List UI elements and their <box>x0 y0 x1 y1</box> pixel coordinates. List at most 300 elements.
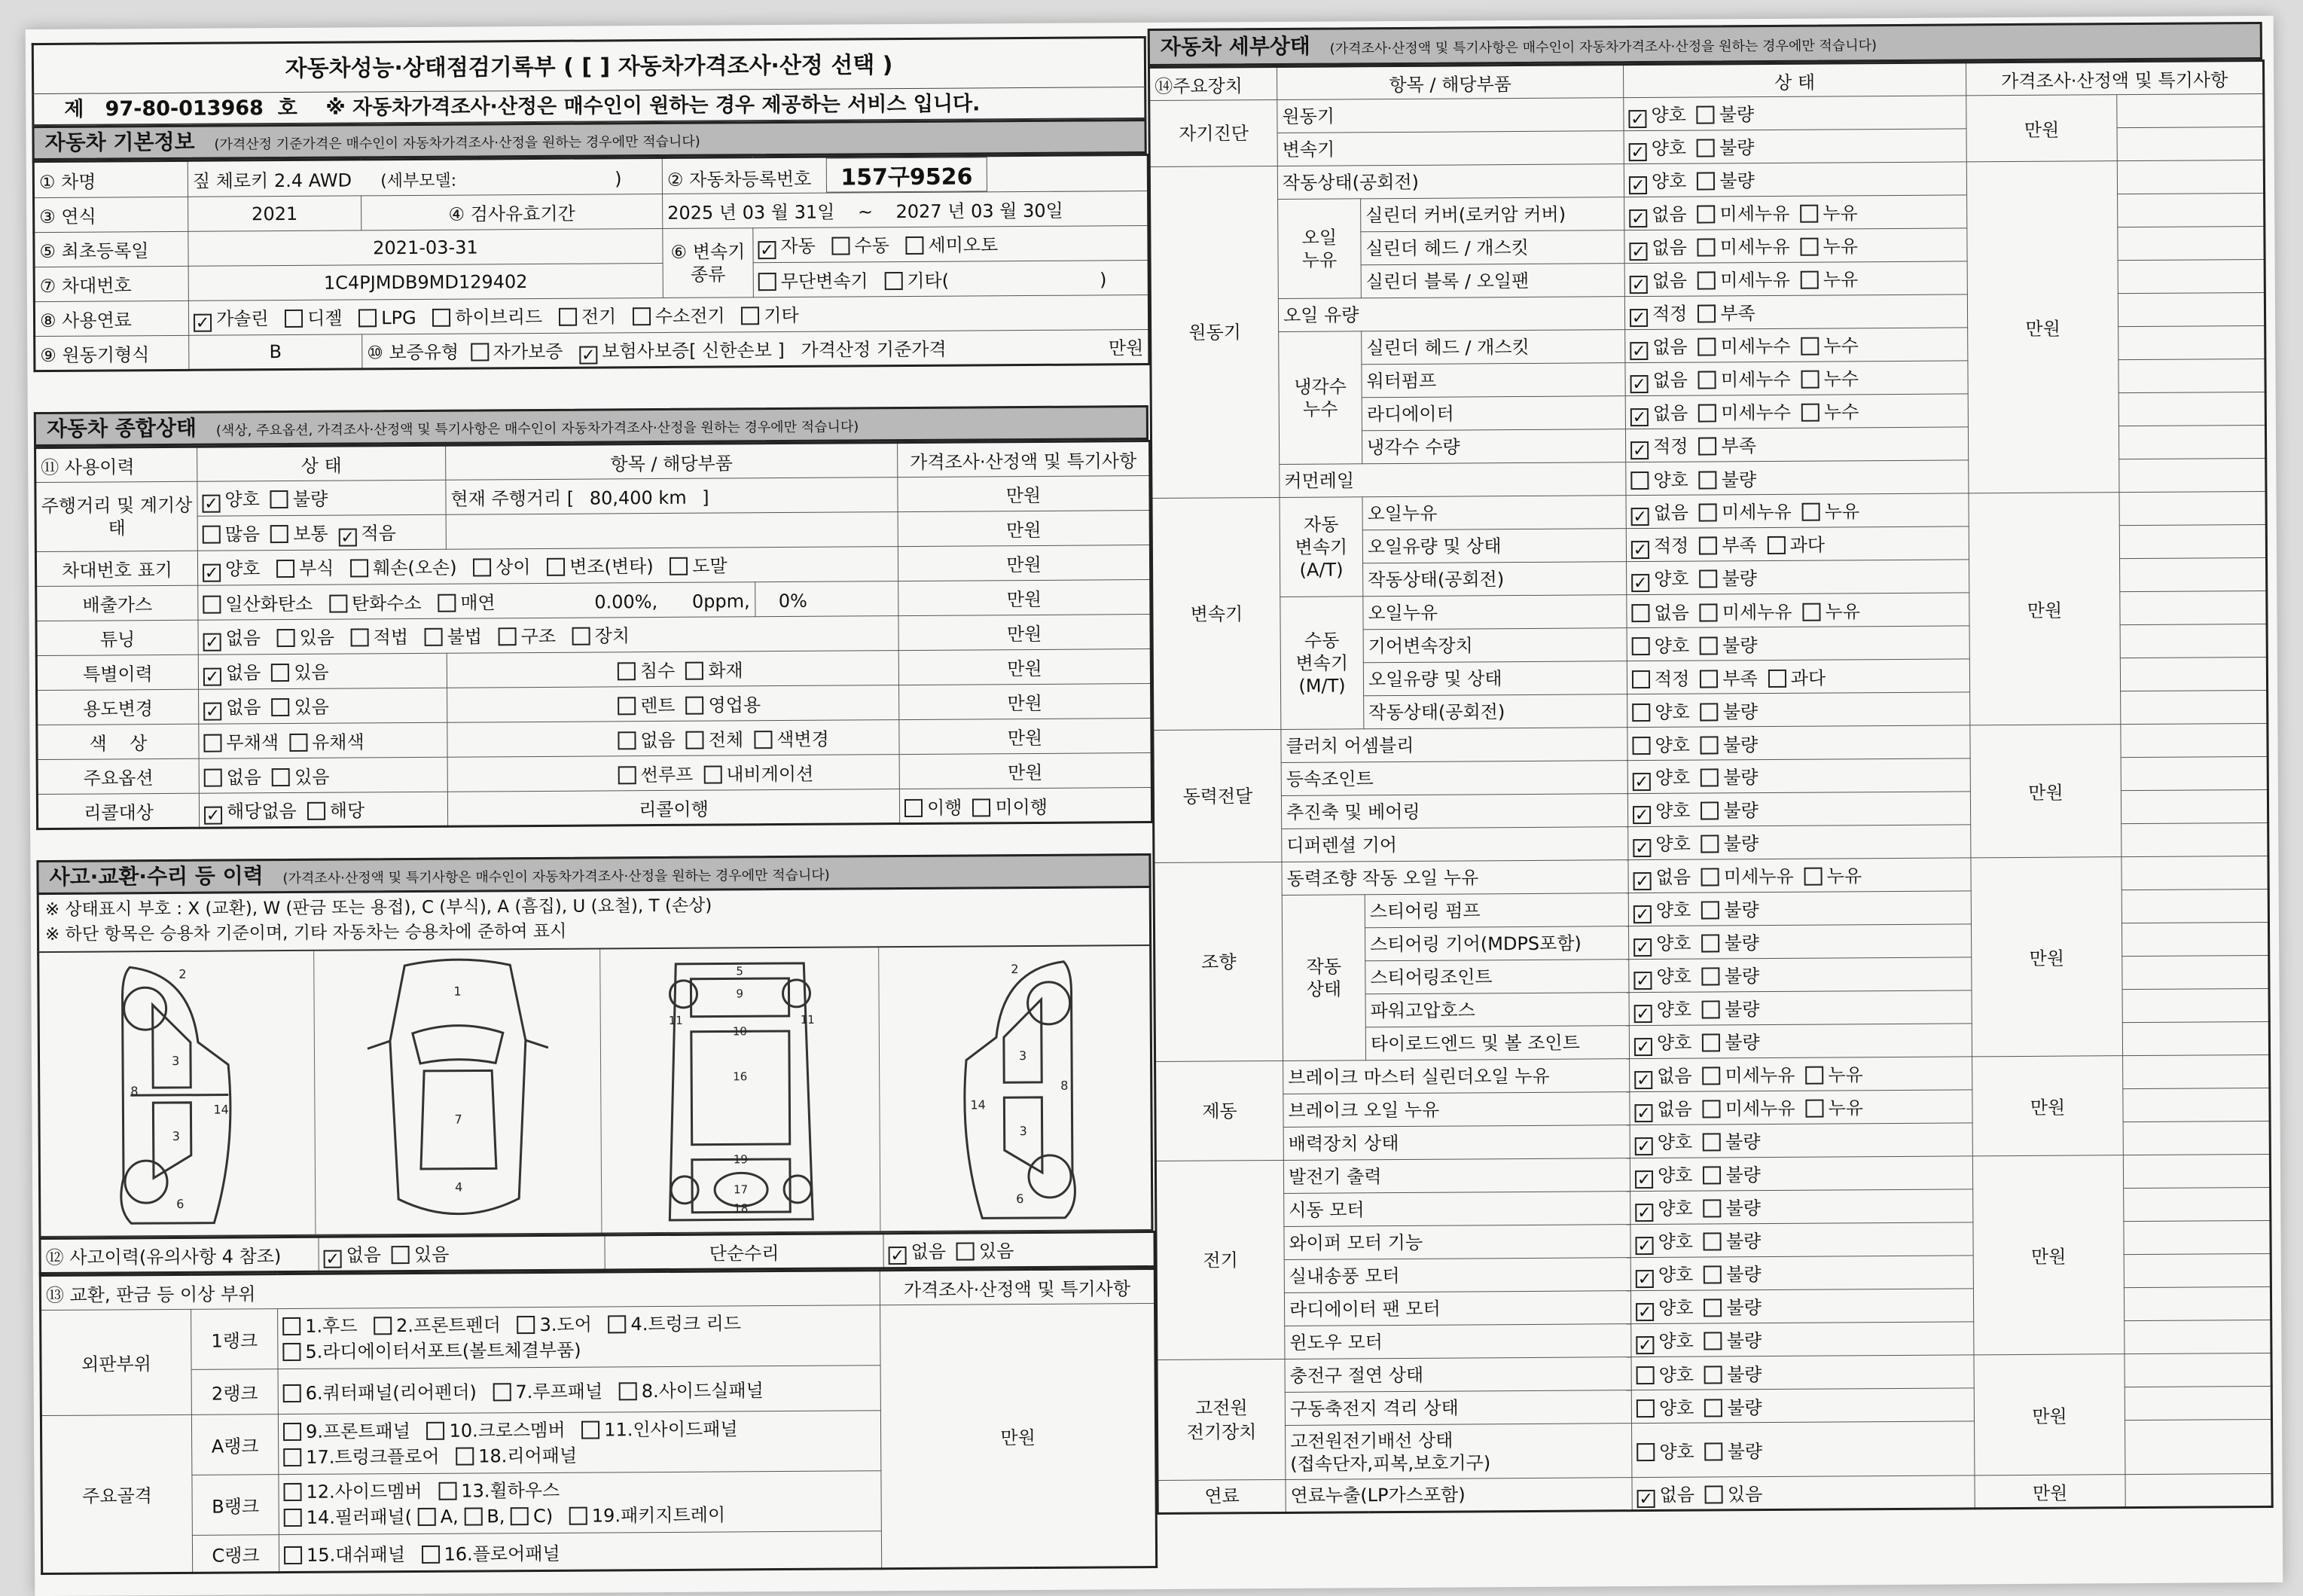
trans-etc-label: 기타( <box>907 270 950 291</box>
state-checkbox[interactable] <box>1703 1166 1721 1184</box>
state-checkbox[interactable] <box>1806 1100 1824 1118</box>
state-checkbox[interactable] <box>1704 1399 1722 1417</box>
detail-note-cell <box>2117 160 2264 194</box>
state-checkbox[interactable] <box>1629 209 1647 227</box>
part-checkbox[interactable] <box>517 1316 535 1334</box>
blank <box>446 512 898 550</box>
state-checkbox[interactable] <box>1698 205 1716 223</box>
state-checkbox[interactable] <box>1804 868 1823 886</box>
tuning-none-checkbox[interactable] <box>203 633 221 652</box>
state-checkbox[interactable] <box>1636 1270 1654 1288</box>
state-checkbox[interactable] <box>1702 1000 1720 1018</box>
rank2-items <box>278 1366 880 1414</box>
state-option-label: 불량 <box>1723 800 1759 822</box>
state-checkbox[interactable] <box>1698 337 1716 356</box>
detail-item: 추진축 및 베어링 <box>1281 794 1627 829</box>
state-checkbox[interactable] <box>1801 271 1819 289</box>
detail-state <box>1625 328 1968 363</box>
main-device-label: 동력전달 <box>1153 729 1282 862</box>
trans-etc-checkbox[interactable] <box>884 272 902 290</box>
state-option-label: 있음 <box>1727 1483 1763 1505</box>
right-side-view <box>879 946 1155 1231</box>
state-option-label: 없음 <box>1657 1098 1692 1120</box>
part-checkbox[interactable] <box>283 1384 301 1402</box>
state-checkbox[interactable] <box>1632 670 1650 688</box>
mileage-low-checkbox[interactable] <box>338 528 356 546</box>
fire-checkbox[interactable] <box>685 662 703 680</box>
detail-price-unit: 만원 <box>1972 1056 2124 1156</box>
state-option-label: 부족 <box>1720 303 1755 325</box>
special-history-label: 특별이력 <box>36 655 198 690</box>
state-checkbox[interactable] <box>1701 768 1719 786</box>
part-checkbox[interactable] <box>569 1506 587 1524</box>
part-checkbox[interactable] <box>464 1507 482 1525</box>
option-label: 미이행 <box>995 796 1048 818</box>
fuel-gasoline-label: 가솔린 <box>215 308 269 330</box>
state-checkbox[interactable] <box>1800 205 1818 223</box>
state-checkbox[interactable] <box>1631 604 1649 622</box>
rent-checkbox[interactable] <box>618 697 636 715</box>
part-label: 3.도어 <box>539 1314 592 1335</box>
state-checkbox[interactable] <box>1704 1332 1722 1350</box>
record-number: 97-80-013968 <box>105 96 264 121</box>
recall-done-checkbox[interactable] <box>904 798 923 816</box>
state-checkbox[interactable] <box>1697 172 1715 190</box>
commercial-checkbox[interactable] <box>685 697 703 715</box>
vin-rust-checkbox[interactable] <box>276 560 294 578</box>
detail-note-cell <box>2125 1320 2271 1353</box>
state-checkbox[interactable] <box>1698 437 1716 455</box>
state-checkbox[interactable] <box>1636 1303 1654 1321</box>
state-checkbox[interactable] <box>1633 972 1652 990</box>
part-label: 15.대쉬패널 <box>306 1543 406 1566</box>
recall-yes-checkbox[interactable] <box>307 801 325 819</box>
odometer-state <box>197 480 446 516</box>
state-checkbox[interactable] <box>1700 603 1718 621</box>
tuning-legal-checkbox[interactable] <box>351 628 369 646</box>
state-option-label: 불량 <box>1722 701 1759 723</box>
state-checkbox[interactable] <box>1805 1067 1823 1085</box>
car-right-side-diagram <box>879 946 1155 1234</box>
fuel-other-checkbox[interactable] <box>741 307 759 325</box>
vin-good-checkbox[interactable] <box>203 564 221 582</box>
state-checkbox[interactable] <box>1630 471 1649 490</box>
detail-note-cell <box>2121 756 2268 790</box>
state-checkbox[interactable] <box>1698 371 1716 389</box>
option-label: 매연 <box>460 592 496 614</box>
detail-note-cell <box>2121 690 2268 724</box>
state-option-label: 불량 <box>1726 1364 1762 1386</box>
fuel-hydrogen-checkbox[interactable] <box>633 307 651 325</box>
state-checkbox[interactable] <box>1701 703 1719 721</box>
state-checkbox[interactable] <box>1701 801 1719 819</box>
item-col-header: 항목 / 해당부품 <box>446 443 898 481</box>
state-checkbox[interactable] <box>1701 934 1719 952</box>
use-change-none-checkbox[interactable] <box>203 703 221 721</box>
history-col-header: ⑪ 사용이력 <box>35 447 197 482</box>
part-checkbox[interactable] <box>511 1507 529 1525</box>
state-checkbox[interactable] <box>1701 736 1719 754</box>
state-option-label: 없음 <box>1659 1484 1695 1506</box>
state-checkbox[interactable] <box>1630 375 1649 393</box>
detail-state <box>1630 1256 1973 1291</box>
color-full-checkbox[interactable] <box>686 731 704 749</box>
price-unit: 만원 <box>898 580 1151 616</box>
state-checkbox[interactable] <box>1637 1489 1655 1507</box>
state-checkbox[interactable] <box>1699 536 1717 554</box>
state-checkbox[interactable] <box>1634 1071 1652 1089</box>
detail-note-cell <box>2118 193 2265 227</box>
state-checkbox[interactable] <box>1698 238 1716 256</box>
state-option-label: 미세누유 <box>1721 501 1792 523</box>
warranty-self-label: 자가보증 <box>493 340 563 362</box>
state-checkbox[interactable] <box>1634 1005 1652 1023</box>
state-checkbox[interactable] <box>1634 1104 1652 1122</box>
state-checkbox[interactable] <box>1629 243 1647 261</box>
vin-label: ⑦ 차대번호 <box>34 266 188 301</box>
svg-text:18: 18 <box>734 1201 749 1216</box>
top-view <box>314 949 602 1234</box>
part-checkbox[interactable] <box>374 1317 392 1335</box>
use-change-yes-checkbox[interactable] <box>271 698 289 716</box>
fuel-gasoline-checkbox[interactable] <box>194 314 212 332</box>
accident-yes-checkbox[interactable] <box>392 1246 410 1264</box>
trans-manual-checkbox[interactable] <box>831 237 850 255</box>
state-checkbox[interactable] <box>1701 901 1719 919</box>
warranty-insurance-checkbox[interactable] <box>579 346 597 364</box>
detail-price-unit: 만원 <box>1966 95 2118 162</box>
repair-yes-checkbox[interactable] <box>956 1242 975 1260</box>
state-checkbox[interactable] <box>1635 1204 1653 1222</box>
state-checkbox[interactable] <box>1630 441 1649 459</box>
state-option-label: 양호 <box>1656 932 1691 954</box>
car-diagram-area <box>37 944 1153 1237</box>
part-checkbox[interactable] <box>426 1421 444 1439</box>
fuel-options <box>188 295 1148 336</box>
state-checkbox[interactable] <box>1702 967 1720 985</box>
state-checkbox[interactable] <box>1637 1366 1655 1384</box>
trans-cvt-checkbox[interactable] <box>758 273 776 291</box>
mileage-low-label: 적음 <box>361 523 396 545</box>
state-checkbox[interactable] <box>1699 471 1717 489</box>
mileage-high-checkbox[interactable] <box>203 526 221 544</box>
part-label: 13.휠하우스 <box>461 1479 560 1502</box>
state-checkbox[interactable] <box>1768 536 1786 554</box>
recall-none-checkbox[interactable] <box>204 806 222 824</box>
tuning-yes-checkbox[interactable] <box>277 629 295 647</box>
fuel-diesel-checkbox[interactable] <box>285 310 303 328</box>
state-checkbox[interactable] <box>1699 569 1717 587</box>
emission-smoke-checkbox[interactable] <box>438 594 456 612</box>
state-option-label: 없음 <box>1652 369 1688 391</box>
price-unit: 만원 <box>899 684 1152 720</box>
state-checkbox[interactable] <box>1698 304 1716 322</box>
odometer-row-label: 주행거리 및 계기상태 <box>35 481 198 551</box>
state-option-label: 적정 <box>1653 535 1689 557</box>
state-checkbox[interactable] <box>1633 938 1652 957</box>
part-checkbox[interactable] <box>283 1422 301 1440</box>
tuning-illegal-checkbox[interactable] <box>425 628 443 646</box>
detail-item: 워터펌프 <box>1362 363 1625 398</box>
part-checkbox[interactable] <box>283 1482 301 1500</box>
fuel-lpg-checkbox[interactable] <box>358 309 377 327</box>
option-label: 장치 <box>594 625 630 647</box>
detail-state <box>1625 427 1968 462</box>
state-checkbox[interactable] <box>1698 404 1716 422</box>
part-checkbox[interactable] <box>282 1317 300 1335</box>
mileage-high-label: 많음 <box>224 523 261 545</box>
state-option-label: 누유 <box>1823 203 1858 224</box>
first-reg: 2021-03-31 <box>188 228 663 266</box>
left-side-view <box>39 951 316 1236</box>
state-checkbox[interactable] <box>1634 1038 1652 1056</box>
mileage-mid-checkbox[interactable] <box>270 525 288 543</box>
state-checkbox[interactable] <box>1768 670 1786 688</box>
state-checkbox[interactable] <box>1801 404 1820 422</box>
special-yes-checkbox[interactable] <box>271 664 289 682</box>
odometer-bad-checkbox[interactable] <box>270 490 288 508</box>
state-option-label: 양호 <box>1655 800 1691 822</box>
state-checkbox[interactable] <box>1631 541 1649 559</box>
odometer-good-checkbox[interactable] <box>202 495 220 513</box>
price-basis-unit: 만원 <box>1108 337 1144 359</box>
detail-state <box>1631 1322 1974 1357</box>
state-option-label: 양호 <box>1657 1131 1693 1153</box>
state-checkbox[interactable] <box>1635 1170 1653 1189</box>
sunroof-checkbox[interactable] <box>618 766 636 784</box>
vin-covered-checkbox[interactable] <box>670 557 688 575</box>
state-checkbox[interactable] <box>1697 105 1715 124</box>
part-checkbox[interactable] <box>418 1507 436 1525</box>
state-checkbox[interactable] <box>1629 143 1647 161</box>
state-checkbox[interactable] <box>1700 670 1718 688</box>
option-label: 영업용 <box>708 694 761 716</box>
detail-state <box>1630 1156 1972 1192</box>
state-option-label: 누유 <box>1825 601 1861 623</box>
state-checkbox[interactable] <box>1704 1199 1722 1217</box>
tuning-structure-checkbox[interactable] <box>499 627 517 645</box>
vin-diff-checkbox[interactable] <box>473 558 491 576</box>
detail-table <box>1148 60 2274 1515</box>
state-checkbox[interactable] <box>1702 1033 1720 1051</box>
car-name-label: ① 차명 <box>33 160 188 197</box>
detail-note-cell <box>2118 392 2265 426</box>
odometer-bad-label: 불량 <box>292 488 328 510</box>
vin-mark-label: 차대번호 표기 <box>35 551 197 586</box>
state-checkbox[interactable] <box>1700 636 1718 655</box>
detail-item: 클러치 어셈블리 <box>1281 728 1627 763</box>
detail-state <box>1625 394 1968 429</box>
trans-options-2 <box>753 261 1148 298</box>
option-label: 없음 <box>640 729 676 752</box>
state-checkbox[interactable] <box>1628 110 1646 128</box>
state-checkbox[interactable] <box>1801 371 1820 389</box>
state-option-label: 미세누유 <box>1719 203 1790 225</box>
state-checkbox[interactable] <box>1705 1442 1723 1460</box>
vin-mark-options <box>197 547 898 586</box>
left-half <box>32 36 1155 1587</box>
state-checkbox[interactable] <box>1636 1336 1654 1354</box>
detail-item: 실린더 헤드 / 개스킷 <box>1361 230 1624 265</box>
state-checkbox[interactable] <box>1699 503 1717 521</box>
state-checkbox[interactable] <box>1633 872 1652 890</box>
trans-auto-checkbox[interactable] <box>758 241 776 259</box>
price-unit: 만원 <box>898 615 1151 651</box>
price-basis-label: 가격산정 기준가격 <box>801 338 947 361</box>
state-option-label: 미세누수 <box>1720 368 1791 391</box>
svg-text:6: 6 <box>1016 1192 1024 1207</box>
tuning-device-checkbox[interactable] <box>572 627 590 645</box>
state-checkbox[interactable] <box>1704 1232 1722 1250</box>
parts-table <box>39 1268 1158 1575</box>
state-checkbox[interactable] <box>1637 1443 1655 1461</box>
vin-damage-checkbox[interactable] <box>350 559 368 577</box>
state-checkbox[interactable] <box>1704 1366 1722 1384</box>
state-checkbox[interactable] <box>1697 139 1715 157</box>
special-none-checkbox[interactable] <box>203 668 221 686</box>
detail-state <box>1627 692 1970 728</box>
emission-co-checkbox[interactable] <box>203 596 221 614</box>
part-checkbox[interactable] <box>284 1546 302 1564</box>
detail-note-cell <box>2120 590 2267 624</box>
rankB-label: B랭크 <box>192 1475 279 1536</box>
state-checkbox[interactable] <box>1636 1237 1654 1255</box>
state-checkbox[interactable] <box>1631 574 1649 592</box>
state-checkbox[interactable] <box>1635 1137 1653 1155</box>
detail-state <box>1631 1388 1974 1424</box>
trans-cvt-label: 무단변속기 <box>780 270 868 293</box>
state-option-label: 불량 <box>1719 170 1755 192</box>
state-checkbox[interactable] <box>1703 1067 1721 1085</box>
svg-text:17: 17 <box>734 1183 749 1197</box>
part-checkbox[interactable] <box>493 1383 511 1401</box>
color-none-checkbox[interactable] <box>618 731 636 749</box>
warranty-self-checkbox[interactable] <box>471 343 489 361</box>
state-option-label: 불량 <box>1722 734 1759 756</box>
part-checkbox[interactable] <box>282 1342 300 1360</box>
flood-checkbox[interactable] <box>618 662 636 680</box>
detail-note-cell <box>2120 657 2267 691</box>
detail-item: 파워고압호스 <box>1365 993 1629 1027</box>
part-checkbox[interactable] <box>283 1448 301 1466</box>
state-option-label: 누유 <box>1823 269 1859 291</box>
state-checkbox[interactable] <box>1801 337 1819 356</box>
state-checkbox[interactable] <box>1633 806 1651 824</box>
recall-notdone-checkbox[interactable] <box>972 798 990 816</box>
detail-note-cell <box>2122 1021 2269 1055</box>
state-checkbox[interactable] <box>1705 1485 1723 1503</box>
state-checkbox[interactable] <box>1698 271 1716 289</box>
state-checkbox[interactable] <box>1633 905 1652 923</box>
state-checkbox[interactable] <box>1803 603 1821 621</box>
emission-hc-checkbox[interactable] <box>329 595 347 613</box>
vin-altered-checkbox[interactable] <box>547 558 565 576</box>
part-checkbox[interactable] <box>284 1508 302 1526</box>
state-checkbox[interactable] <box>1632 637 1650 655</box>
state-checkbox[interactable] <box>1631 508 1649 526</box>
accident-none-checkbox[interactable] <box>324 1250 342 1268</box>
state-checkbox[interactable] <box>1630 408 1649 426</box>
fuel-hybrid-checkbox[interactable] <box>432 309 450 327</box>
state-col-header: 상 태 <box>197 445 446 481</box>
navigation-checkbox[interactable] <box>703 766 721 784</box>
state-checkbox[interactable] <box>1629 176 1647 194</box>
detail-item: 오일유량 및 상태 <box>1362 529 1626 563</box>
svg-text:9: 9 <box>736 987 744 1001</box>
detail-state <box>1628 891 1971 926</box>
state-checkbox[interactable] <box>1630 342 1648 360</box>
achromatic-checkbox[interactable] <box>203 734 221 752</box>
part-label: 7.루프패널 <box>515 1381 603 1403</box>
option-label: 색변경 <box>776 728 829 751</box>
state-checkbox[interactable] <box>1703 1133 1721 1151</box>
part-checkbox[interactable] <box>608 1315 626 1333</box>
detail-item: 스티어링 펌프 <box>1365 893 1628 928</box>
state-checkbox[interactable] <box>1633 839 1651 857</box>
trans-etc-close: ) <box>1099 269 1107 291</box>
rank2-label: 2랭크 <box>191 1369 278 1415</box>
part-checkbox[interactable] <box>438 1482 456 1500</box>
state-checkbox[interactable] <box>1630 309 1648 327</box>
repair-none-checkbox[interactable] <box>889 1247 907 1265</box>
option-label: 부식 <box>298 557 334 579</box>
detail-item: 스티어링 기어(MDPS포함) <box>1365 926 1628 961</box>
state-checkbox[interactable] <box>1703 1100 1721 1118</box>
basic-info-table <box>32 154 1151 372</box>
state-checkbox[interactable] <box>1630 276 1648 294</box>
state-checkbox[interactable] <box>1704 1265 1722 1283</box>
state-checkbox[interactable] <box>1802 503 1820 521</box>
state-checkbox[interactable] <box>1633 773 1651 791</box>
part-checkbox[interactable] <box>422 1545 440 1563</box>
state-option-label: 양호 <box>1651 104 1686 126</box>
price-unit: 만원 <box>898 545 1150 581</box>
chromatic-checkbox[interactable] <box>289 734 307 752</box>
option-label: 있음 <box>413 1244 450 1266</box>
part-checkbox[interactable] <box>581 1421 599 1439</box>
part-checkbox[interactable] <box>619 1382 637 1400</box>
options-yes-checkbox[interactable] <box>272 768 290 786</box>
main-device-label: 자기진단 <box>1149 99 1278 166</box>
odometer-label: 현재 주행거리 <box>450 487 562 510</box>
part-checkbox[interactable] <box>456 1447 474 1465</box>
detail-item: 동력조향 작동 오일 누유 <box>1282 860 1628 896</box>
state-checkbox[interactable] <box>1701 868 1719 886</box>
option-label: 침수 <box>639 660 676 682</box>
inspection-from: 2025 년 03 월 31일 <box>667 201 835 224</box>
state-checkbox[interactable] <box>1801 238 1819 256</box>
basic-info-note: (가격산정 기준가격은 매수인이 자동차가격조사·산정을 원하는 경우에만 적습니다) <box>214 133 700 153</box>
state-checkbox[interactable] <box>1632 737 1650 755</box>
options-none-checkbox[interactable] <box>204 769 222 787</box>
state-checkbox[interactable] <box>1701 835 1719 853</box>
fuel-electric-checkbox[interactable] <box>559 308 577 326</box>
state-checkbox[interactable] <box>1704 1298 1722 1317</box>
state-checkbox[interactable] <box>1632 703 1650 722</box>
option-label: 없음 <box>225 662 261 684</box>
option-label: 화재 <box>708 660 743 682</box>
detail-item: 타이로드엔드 및 볼 조인트 <box>1365 1026 1629 1060</box>
color-change-checkbox[interactable] <box>754 731 772 749</box>
option-label: 유채색 <box>311 731 365 753</box>
detail-item: 구동축전지 격리 상태 <box>1285 1390 1631 1426</box>
state-checkbox[interactable] <box>1637 1399 1655 1417</box>
trans-semi-checkbox[interactable] <box>905 237 923 255</box>
color-label: 색 상 <box>37 724 199 759</box>
detail-state <box>1627 758 1970 794</box>
detail-item: 실린더 커버(로커암 커버) <box>1361 197 1624 232</box>
detail-state <box>1632 1475 1975 1511</box>
